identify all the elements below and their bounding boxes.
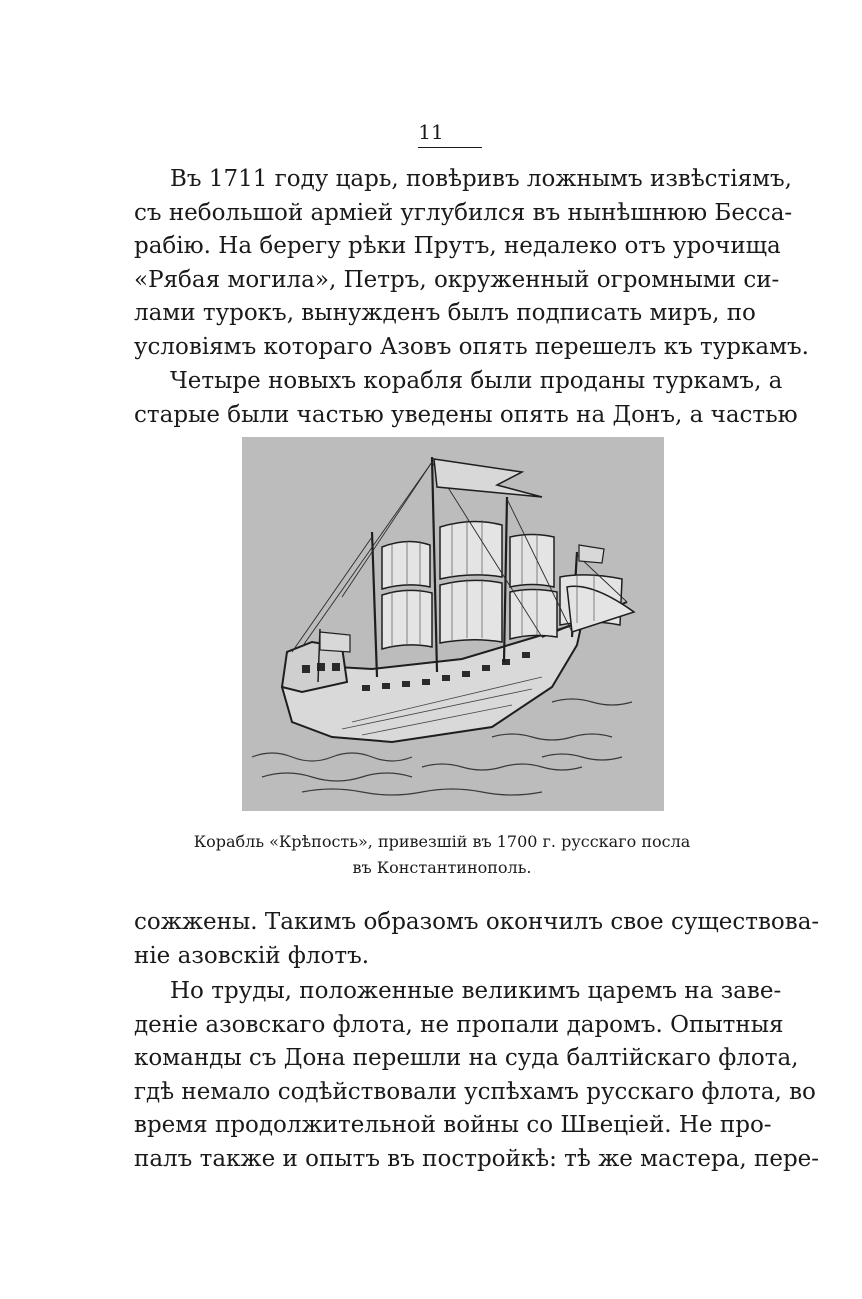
ship-illustration	[242, 437, 664, 811]
paragraph-2-continued	[134, 906, 820, 973]
text-line: рабію. На берегу рѣки Прутъ, недалеко отъ урочища	[134, 233, 781, 260]
text-line: лами турокъ, вынужденъ былъ подписать миръ, по	[134, 300, 756, 327]
page-number: 11	[418, 120, 444, 144]
text-line: сожжены. Такимъ образомъ окончилъ свое существова-	[134, 909, 820, 935]
text-line: команды съ Дона перешли на суда балтійскаго флота,	[134, 1045, 799, 1072]
text-line: гдѣ немало содѣйствовали успѣхамъ русскаго флота, во	[134, 1078, 816, 1105]
text-line: время продолжительной войны со Швеціей. Не про-	[134, 1112, 772, 1139]
paragraph-2	[134, 365, 798, 432]
text-line: старые были частью уведены опять на Донъ, а частью	[134, 401, 798, 428]
page-number-rule	[418, 147, 482, 148]
text-line: деніе азовскаго флота, не пропали даромъ. Опытныя	[134, 1011, 784, 1038]
text-line: Четыре новыхъ корабля были проданы туркамъ, а	[170, 368, 783, 394]
text-line: ніе азовскій флотъ.	[134, 942, 370, 969]
caption-line: Корабль «Крѣпость», привезшій въ 1700 г. русскаго посла	[193, 832, 691, 851]
text-line: условіямъ котораго Азовъ опять перешелъ къ туркамъ.	[134, 333, 809, 360]
text-line: Въ 1711 году царь, повѣривъ ложнымъ извѣстіямъ,	[170, 166, 792, 192]
text-line: палъ также и опытъ въ постройкѣ: тѣ же мастера, пере-	[134, 1145, 820, 1172]
text-line: «Рябая могила», Петръ, окруженный огромными си-	[134, 266, 780, 293]
ship-engraving-icon	[242, 437, 664, 811]
text-line: съ небольшой арміей углубился въ нынѣшнюю Бесса-	[134, 199, 793, 226]
paragraph-1	[134, 163, 809, 365]
text-line: Но труды, положенные великимъ царемъ на заве-	[170, 978, 782, 1004]
figure-caption	[134, 829, 750, 881]
paragraph-3	[134, 975, 820, 1177]
caption-line: въ Константинополь.	[352, 858, 532, 877]
